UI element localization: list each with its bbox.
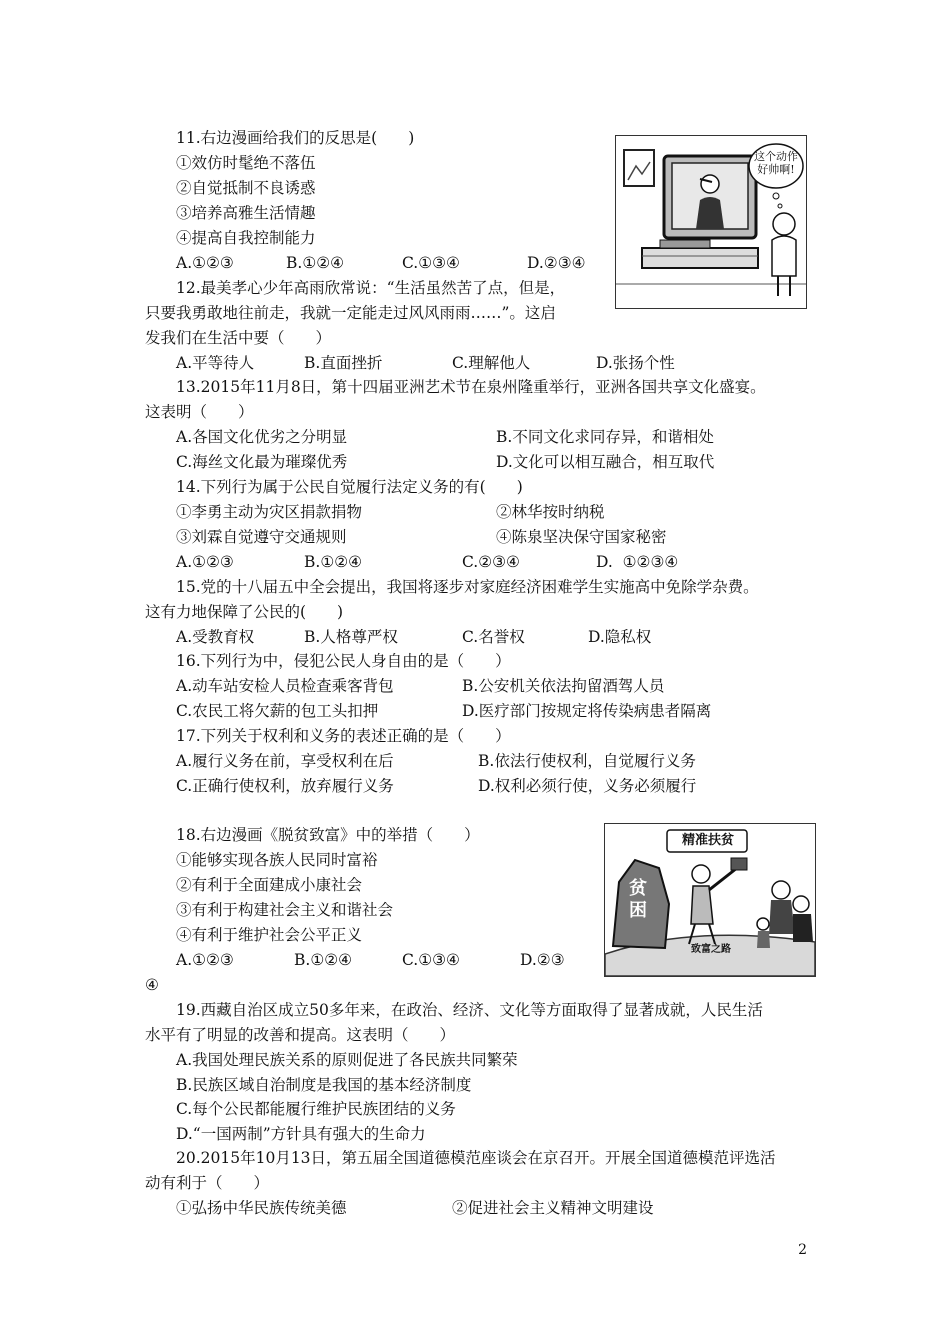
- q18-option-a: A.①②③: [176, 951, 234, 969]
- q13-stem-line-2: 这表明（ ）: [145, 403, 254, 421]
- q18-stem: 18.右边漫画《脱贫致富》中的举措（ ）: [176, 826, 480, 844]
- q15-option-c: C.名誉权: [462, 628, 525, 646]
- q18-option-d: D.②③: [520, 951, 565, 969]
- cartoon-rock-text: 贫困: [629, 878, 647, 921]
- q18-item-4: ④有利于维护社会公平正义: [176, 926, 363, 944]
- q12-option-b: B.直面挫折: [304, 354, 383, 372]
- page-number: 2: [798, 1242, 807, 1258]
- q19-option-d: D.“一国两制”方针具有强大的生命力: [176, 1125, 426, 1143]
- q18-item-2: ②有利于全面建成小康社会: [176, 876, 363, 894]
- q12-option-a: A.平等待人: [176, 354, 255, 372]
- cartoon-road-text: 致富之路: [691, 944, 731, 955]
- q17-option-c: C.正确行使权利，放弃履行义务: [176, 777, 394, 795]
- q12-stem-line-3: 发我们在生活中要（ ）: [145, 329, 332, 347]
- q13-option-b: B.不同文化求同存异，和谐相处: [496, 428, 714, 446]
- cartoon-speech-text: 这个动作好帅啊!: [754, 150, 798, 176]
- q19-option-b: B.民族区域自治制度是我国的基本经济制度: [176, 1076, 472, 1094]
- tv-imitation-cartoon: [615, 135, 807, 309]
- q17-stem: 17.下列关于权利和义务的表述正确的是（ ）: [176, 727, 511, 745]
- q14-option-c: C.②③④: [462, 553, 520, 571]
- q16-stem: 16.下列行为中，侵犯公民人身自由的是（ ）: [176, 652, 511, 670]
- q19-option-c: C.每个公民都能履行维护民族团结的义务: [176, 1100, 456, 1118]
- q18-item-1: ①能够实现各族人民同时富裕: [176, 851, 378, 869]
- q16-option-d: D.医疗部门按规定将传染病患者隔离: [462, 702, 712, 720]
- q11-option-a: A.①②③: [176, 254, 234, 272]
- q12-option-d: D.张扬个性: [596, 354, 675, 372]
- q14-option-b: B.①②④: [304, 553, 363, 571]
- q13-option-a: A.各国文化优劣之分明显: [176, 428, 348, 446]
- q18-option-c: C.①③④: [402, 951, 460, 969]
- q14-option-a: A.①②③: [176, 553, 234, 571]
- q15-option-b: B.人格尊严权: [304, 628, 398, 646]
- q15-stem-line-2: 这有力地保障了公民的( ): [145, 603, 344, 621]
- q15-option-a: A.受教育权: [176, 628, 255, 646]
- q11-option-b: B.①②④: [286, 254, 345, 272]
- q13-option-c: C.海丝文化最为璀璨优秀: [176, 453, 348, 471]
- q11-stem: 11.右边漫画给我们的反思是( ): [176, 129, 415, 147]
- q19-option-a: A.我国处理民族关系的原则促进了各民族共同繁荣: [176, 1051, 518, 1069]
- poverty-alleviation-cartoon: [604, 823, 816, 977]
- q17-option-d: D.权利必须行使，义务必须履行: [478, 777, 697, 795]
- q18-item-3: ③有利于构建社会主义和谐社会: [176, 901, 394, 919]
- q17-option-b: B.依法行使权利，自觉履行义务: [478, 752, 696, 770]
- q12-option-c: C.理解他人: [452, 354, 531, 372]
- q16-option-c: C.农民工将欠薪的包工头扣押: [176, 702, 379, 720]
- q20-stem-line-1: 20.2015年10月13日，第五届全国道德模范座谈会在京召开。开展全国道德模范评选活: [176, 1149, 776, 1167]
- q17-option-a: A.履行义务在前，享受权利在后: [176, 752, 394, 770]
- q11-item-4: ④提高自我控制能力: [176, 229, 316, 247]
- q11-item-1: ①效仿时髦绝不落伍: [176, 154, 316, 172]
- cartoon-banner-text: 精准扶贫: [681, 833, 734, 848]
- q13-option-d: D.文化可以相互融合，相互取代: [496, 453, 715, 471]
- q13-stem-line-1: 13.2015年11月8日，第十四届亚洲艺术节在泉州隆重举行，亚洲各国共享文化盛宴。: [176, 378, 766, 396]
- q20-item-2: ②促进社会主义精神文明建设: [452, 1199, 654, 1217]
- q18-option-d-wrap: ④: [145, 976, 159, 994]
- q14-item-2: ②林华按时纳税: [496, 503, 605, 521]
- q19-stem-line-2: 水平有了明显的改善和提高。这表明（ ）: [145, 1026, 456, 1044]
- q15-stem-line-1: 15.党的十八届五中全会提出，我国将逐步对家庭经济困难学生实施高中免除学杂费。: [176, 578, 759, 596]
- q19-stem-line-1: 19.西藏自治区成立50多年来，在政治、经济、文化等方面取得了显著成就，人民生活: [176, 1001, 763, 1019]
- q16-option-a: A.动车站安检人员检查乘客背包: [176, 677, 394, 695]
- q11-item-2: ②自觉抵制不良诱惑: [176, 179, 316, 197]
- q14-stem: 14.下列行为属于公民自觉履行法定义务的有( ): [176, 478, 523, 496]
- q11-option-d: D.②③④: [527, 254, 586, 272]
- q14-item-4: ④陈泉坚决保守国家秘密: [496, 528, 667, 546]
- q11-option-c: C.①③④: [402, 254, 460, 272]
- q18-option-b: B.①②④: [294, 951, 353, 969]
- q15-option-d: D.隐私权: [588, 628, 652, 646]
- q11-item-3: ③培养高雅生活情趣: [176, 204, 316, 222]
- q14-item-3: ③刘霖自觉遵守交通规则: [176, 528, 347, 546]
- q12-stem-line-2: 只要我勇敢地往前走，我就一定能走过风风雨雨……”。这启: [145, 304, 556, 322]
- q12-stem-line-1: 12.最美孝心少年高雨欣常说：“生活虽然苦了点，但是，: [176, 279, 566, 297]
- q16-option-b: B.公安机关依法拘留酒驾人员: [462, 677, 665, 695]
- q20-stem-line-2: 动有利于（ ）: [145, 1174, 270, 1192]
- q14-item-1: ①李勇主动为灾区捐款捐物: [176, 503, 363, 521]
- q20-item-1: ①弘扬中华民族传统美德: [176, 1199, 347, 1217]
- q14-option-d: D. ①②③④: [596, 553, 679, 571]
